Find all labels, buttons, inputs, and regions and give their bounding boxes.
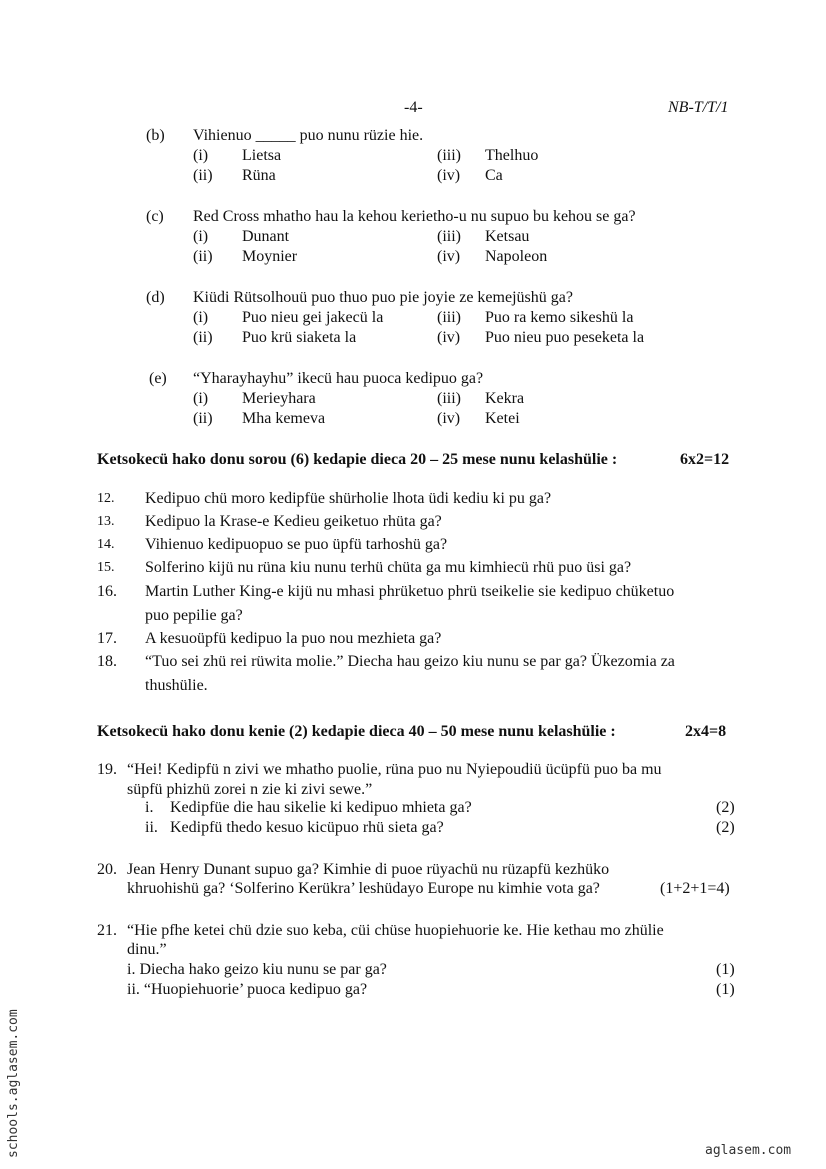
- question-text: Kedipuo chü moro kedipfüe shürholie lhota üdi kediu ki pu ga?: [145, 490, 552, 507]
- option-number: (iv): [437, 410, 461, 427]
- sub-question-text: Kedipfüe die hau sikelie ki kedipuo mhieta ga?: [170, 799, 472, 816]
- option-number: (iii): [437, 228, 461, 245]
- option-text: Mha kemeva: [242, 410, 326, 427]
- option-number: (iii): [437, 309, 461, 326]
- question-number: 14.: [97, 537, 115, 552]
- question-text: Martin Luther King-e kijü nu mhasi phrüketuo phrü tseikelie sie kedipuo chüketuo: [145, 583, 675, 600]
- option-number: (i): [193, 390, 209, 407]
- option-text: Puo krü siaketa la: [242, 329, 357, 346]
- question-number: 15.: [97, 560, 115, 575]
- section-marks: 6x2=12: [680, 451, 730, 468]
- sub-question-number: i.: [145, 799, 154, 816]
- question-number: 18.: [97, 653, 117, 670]
- option-text: Puo ra kemo sikeshü la: [485, 309, 634, 326]
- sub-question-marks: (2): [716, 799, 735, 816]
- section-heading: Ketsokecü hako donu sorou (6) kedapie dieca 20 – 25 mese nunu kelashülie :: [97, 451, 618, 468]
- sub-question-marks: (1): [716, 981, 735, 998]
- option-text: Moynier: [242, 248, 298, 265]
- question-text: Vihienuo kedipuopuo se puo üpfü tarhoshü ga?: [145, 536, 448, 553]
- question-label: (e): [149, 370, 167, 387]
- question-number: 20.: [97, 861, 117, 878]
- side-watermark: schools.aglasem.com: [6, 1009, 21, 1158]
- question-number: 12.: [97, 491, 115, 506]
- question-text: A kesuoüpfü kedipuo la puo nou mezhieta ga?: [145, 630, 442, 647]
- sub-question-marks: (1): [716, 961, 735, 978]
- question-number: 19.: [97, 761, 117, 778]
- option-text: Dunant: [242, 228, 290, 245]
- question-text: Kedipuo la Krase-e Kedieu geiketuo rhüta ga?: [145, 513, 442, 530]
- section-marks: 2x4=8: [685, 723, 727, 740]
- question-label: (d): [146, 289, 165, 306]
- question-text-continued: süpfü phizhü zorei n zie ki zivi sewe.”: [127, 781, 373, 798]
- option-number: (ii): [193, 410, 213, 427]
- option-text: Kekra: [485, 390, 525, 407]
- option-text: Napoleon: [485, 248, 548, 265]
- section-heading: Ketsokecü hako donu kenie (2) kedapie dieca 40 – 50 mese nunu kelashülie :: [97, 723, 616, 740]
- sub-question-text: Kedipfü thedo kesuo kicüpuo rhü sieta ga?: [170, 819, 444, 836]
- option-number: (ii): [193, 167, 213, 184]
- option-number: (iii): [437, 147, 461, 164]
- question-number: 16.: [97, 583, 117, 600]
- option-number: (i): [193, 309, 209, 326]
- question-text: “Tuo sei zhü rei rüwita molie.” Diecha hau geizo kiu nunu se par ga? Ükezomia za: [145, 653, 675, 670]
- option-number: (iv): [437, 167, 461, 184]
- question-text-continued: puo pepilie ga?: [145, 607, 243, 624]
- question-number: 17.: [97, 630, 117, 647]
- sub-question-marks: (2): [716, 819, 735, 836]
- option-number: (ii): [193, 329, 213, 346]
- question-text-continued: khruohishü ga? ‘Solferino Kerükra’ leshüdayo Europe nu kimhie vota ga?: [127, 880, 600, 897]
- question-label: (b): [146, 127, 165, 144]
- question-text: Vihienuo _____ puo nunu rüzie hie.: [193, 127, 424, 144]
- question-number: 21.: [97, 922, 117, 939]
- page-number: -4-: [404, 99, 423, 116]
- option-text: Ketsau: [485, 228, 530, 245]
- paper-code: NB-T/T/1: [668, 99, 729, 116]
- option-text: Thelhuo: [485, 147, 539, 164]
- option-text: Ketei: [485, 410, 520, 427]
- question-text: Solferino kijü nu rüna kiu nunu terhü chüta ga mu kimhiecü rhü puo üsi ga?: [145, 559, 632, 576]
- sub-question-number: ii.: [145, 819, 158, 836]
- sub-question-text: i. Diecha hako geizo kiu nunu se par ga?: [127, 961, 387, 978]
- question-text-continued: thushülie.: [145, 677, 208, 694]
- question-text: “Hie pfhe ketei chü dzie suo keba, cüi chüse huopiehuorie ke. Hie kethau mo zhülie: [127, 922, 664, 939]
- option-text: Puo nieu gei jakecü la: [242, 309, 384, 326]
- option-number: (iii): [437, 390, 461, 407]
- question-label: (c): [146, 208, 164, 225]
- option-number: (i): [193, 147, 209, 164]
- option-text: Merieyhara: [242, 390, 316, 407]
- option-text: Ca: [485, 167, 503, 184]
- option-number: (iv): [437, 248, 461, 265]
- sub-question-text: ii. “Huopiehuorie’ puoca kedipuo ga?: [127, 981, 368, 998]
- option-number: (ii): [193, 248, 213, 265]
- option-text: Lietsa: [242, 147, 282, 164]
- option-number: (i): [193, 228, 209, 245]
- question-text: Red Cross mhatho hau la kehou kerietho-u nu supuo bu kehou se ga?: [193, 208, 636, 225]
- question-number: 13.: [97, 514, 115, 529]
- option-number: (iv): [437, 329, 461, 346]
- question-text-continued: dinu.”: [127, 941, 167, 958]
- question-text: Kiüdi Rütsolhouü puo thuo puo pie joyie ze kemejüshü ga?: [193, 289, 573, 306]
- question-text: Jean Henry Dunant supuo ga? Kimhie di puoe rüyachü nu rüzapfü kezhüko: [127, 861, 610, 878]
- question-text: “Hei! Kedipfü n zivi we mhatho puolie, rüna puo nu Nyiepoudiü ücüpfü puo ba mu: [127, 761, 662, 778]
- question-marks: (1+2+1=4): [660, 880, 730, 897]
- bottom-watermark: aglasem.com: [705, 1143, 792, 1158]
- question-text: “Yharayhayhu” ikecü hau puoca kedipuo ga?: [193, 370, 484, 387]
- option-text: Rüna: [242, 167, 276, 184]
- option-text: Puo nieu puo peseketa la: [485, 329, 645, 346]
